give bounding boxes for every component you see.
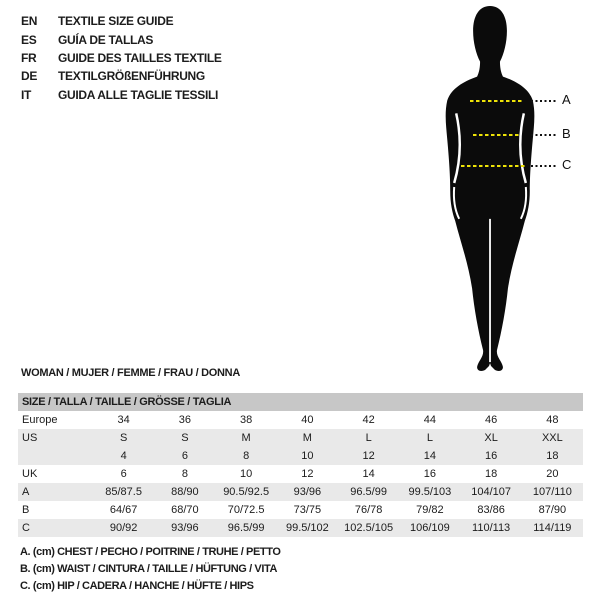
language-code: IT [21, 87, 32, 102]
legend-line: C. (cm) HIP / CADERA / HANCHE / HÜFTE / HIPS [20, 579, 254, 592]
size-cell: 38 [240, 414, 253, 426]
table-title: WOMAN / MUJER / FEMME / FRAU / DONNA [21, 367, 240, 379]
size-cell: 85/87.5 [105, 486, 142, 498]
size-cell: 99.5/103 [408, 486, 452, 498]
measurement-legend [20, 544, 281, 594]
row-label: UK [22, 468, 38, 480]
language-row [21, 12, 222, 30]
language-code: DE [21, 69, 38, 84]
table-row [18, 465, 583, 483]
size-cell: S [181, 432, 189, 444]
table-row [18, 429, 583, 447]
size-cell: 18 [485, 468, 498, 480]
legend-line: B. (cm) WAIST / CINTURA / TAILLE / HÜFTUNG / VITA [20, 562, 278, 575]
size-cell: 20 [546, 468, 559, 480]
size-cell: 16 [423, 468, 436, 480]
size-cell: 16 [485, 450, 498, 462]
size-cell: 12 [362, 450, 375, 462]
size-cell: 8 [243, 450, 250, 462]
size-cell: 110/113 [472, 522, 511, 534]
size-cell: 46 [485, 414, 498, 426]
size-cell: 114/119 [533, 522, 572, 534]
language-title: GUÍA DE TALLAS [58, 32, 154, 47]
language-guide-block [21, 12, 222, 104]
language-row [21, 67, 222, 85]
size-cell: 6 [120, 468, 127, 480]
size-cell: 36 [178, 414, 191, 426]
size-cell: 87/90 [538, 504, 567, 516]
waist-pointer-line [531, 134, 557, 136]
size-cell: 73/75 [293, 504, 322, 516]
size-cell: 102.5/105 [344, 522, 394, 534]
size-cell: S [119, 432, 128, 444]
language-row [21, 49, 222, 67]
row-label: B [22, 504, 30, 516]
language-code: EN [21, 14, 38, 29]
legend-line: A. (cm) CHEST / PECHO / POITRINE / TRUHE / PETTO [20, 546, 281, 558]
hip-label: C [562, 157, 572, 172]
table-row [18, 501, 583, 519]
size-cell: 40 [301, 414, 314, 426]
size-cell: 93/96 [293, 486, 322, 498]
woman-silhouette-figure [438, 2, 548, 376]
size-cell: 14 [423, 450, 436, 462]
language-row [21, 86, 222, 104]
size-cell: 76/78 [354, 504, 383, 516]
size-cell: 106/109 [409, 522, 450, 534]
size-cell: 68/70 [171, 504, 199, 516]
size-cell: 10 [301, 450, 314, 462]
hip-pointer-line [531, 165, 557, 167]
language-code: ES [21, 32, 37, 47]
table-header: SIZE / TALLA / TAILLE / GRÖSSE / TAGLIA [18, 393, 583, 411]
table-row [18, 519, 583, 537]
row-label [18, 447, 93, 465]
size-cell: 90.5/92.5 [223, 486, 270, 498]
waist-dashed-line [473, 134, 519, 136]
row-label: C [22, 522, 30, 534]
size-cell: 104/107 [471, 486, 511, 498]
size-cell: 96.5/99 [227, 522, 265, 534]
chest-pointer-line [531, 100, 557, 102]
size-cell: 12 [301, 468, 314, 480]
table-row [18, 447, 583, 465]
size-cell: 44 [423, 414, 436, 426]
size-cell: M [302, 432, 312, 444]
size-cell: M [241, 432, 251, 444]
size-cell: 88/90 [171, 486, 199, 498]
row-label: A [22, 486, 30, 498]
table-row [18, 483, 583, 501]
size-cell: 107/110 [532, 486, 572, 498]
language-title: GUIDA ALLE TAGLIE TESSILI [58, 87, 219, 102]
language-title: TEXTILE SIZE GUIDE [58, 14, 174, 29]
size-cell: 79/82 [416, 504, 444, 516]
size-cell: 8 [181, 468, 188, 480]
waist-label: B [562, 126, 571, 141]
size-cell: 18 [546, 450, 559, 462]
size-table [18, 366, 583, 537]
size-cell: XL [484, 432, 498, 444]
row-label: Europe [22, 414, 58, 426]
size-cell: 99.5/102 [285, 522, 329, 534]
language-code: FR [21, 50, 37, 65]
size-cell: 93/96 [171, 522, 199, 534]
hip-dashed-line [461, 165, 525, 167]
chest-dashed-line [470, 100, 524, 102]
chest-label: A [562, 92, 571, 107]
size-cell: 70/72.5 [227, 504, 265, 516]
table-row [18, 411, 583, 429]
size-cell: 48 [546, 414, 559, 426]
size-cell: 42 [362, 414, 375, 426]
row-label: US [22, 432, 38, 444]
language-row [21, 30, 222, 48]
size-cell: 34 [117, 414, 130, 426]
size-cell: XXL [541, 432, 563, 444]
size-cell: 90/92 [109, 522, 138, 534]
size-cell: 64/67 [109, 504, 138, 516]
language-title: TEXTILGRÖßENFÜHRUNG [58, 69, 205, 84]
size-cell: 96.5/99 [350, 486, 387, 498]
size-cell: L [426, 432, 433, 444]
size-cell: 6 [181, 450, 188, 462]
size-cell: 83/86 [477, 504, 505, 516]
language-title: GUIDE DES TAILLES TEXTILE [58, 50, 222, 65]
size-cell: 4 [120, 450, 127, 462]
size-cell: 14 [362, 468, 375, 480]
size-cell: 10 [240, 468, 253, 480]
table-rows [18, 411, 583, 537]
size-cell: L [365, 432, 372, 444]
